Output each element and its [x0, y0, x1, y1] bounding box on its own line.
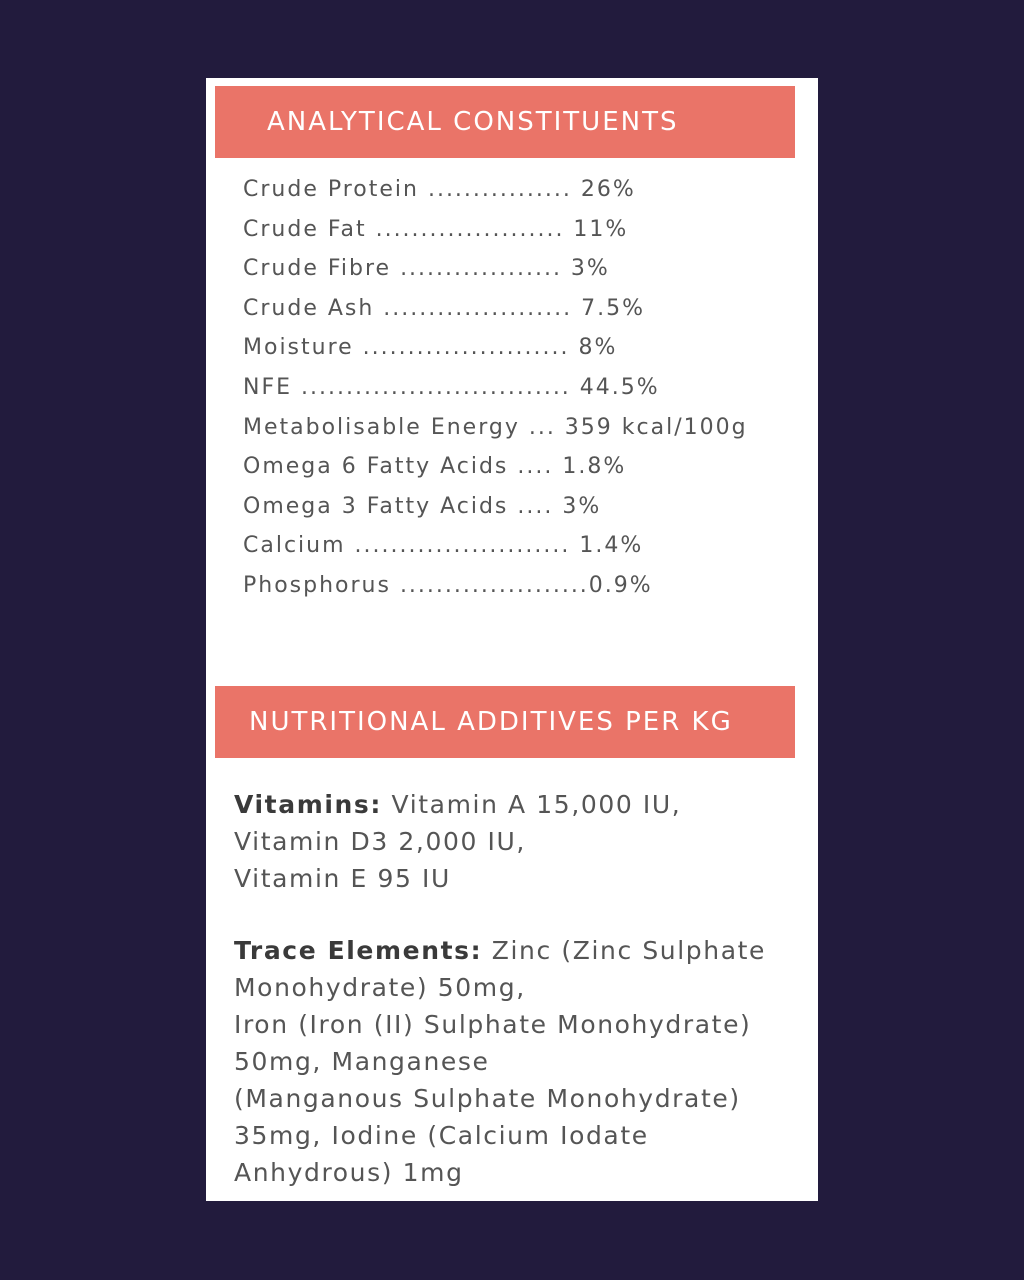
additives-body — [234, 786, 809, 1191]
vitamins-paragraph — [234, 786, 809, 897]
trace-elements-line: Anhydrous) 1mg — [234, 1158, 464, 1187]
trace-elements-first-line — [234, 932, 809, 969]
trace-elements-label: Trace Elements: — [234, 936, 483, 965]
constituent-row-omega-3: Omega 3 Fatty Acids .... 3% — [243, 493, 602, 519]
constituents-list — [243, 170, 813, 606]
constituent-row-crude-ash: Crude Ash ..................... 7.5% — [243, 295, 646, 321]
vitamins-line: Vitamin D3 2,000 IU, — [234, 827, 526, 856]
vitamins-line: Vitamin A 15,000 IU, — [382, 790, 682, 819]
vitamins-first-line — [234, 786, 809, 823]
trace-elements-line: Iron (Iron (II) Sulphate Monohydrate) — [234, 1010, 752, 1039]
trace-elements-line: 35mg, Iodine (Calcium Iodate — [234, 1121, 649, 1150]
nutrition-card — [206, 78, 818, 1201]
trace-elements-line: 50mg, Manganese — [234, 1047, 490, 1076]
constituent-row-crude-fibre: Crude Fibre .................. 3% — [243, 256, 610, 282]
constituent-row-metabolisable-energy: Metabolisable Energy ... 359 kcal/100g — [243, 414, 748, 440]
constituent-row-omega-6: Omega 6 Fatty Acids .... 1.8% — [243, 454, 627, 480]
constituent-row-crude-protein: Crude Protein ................ 26% — [243, 177, 636, 202]
vitamins-label: Vitamins: — [234, 790, 382, 819]
trace-elements-paragraph — [234, 932, 809, 1191]
nutritional-additives-header: NUTRITIONAL ADDITIVES PER KG — [215, 686, 795, 758]
constituent-row-phosphorus: Phosphorus .....................0.9% — [243, 572, 653, 598]
constituent-row-calcium: Calcium ........................ 1.4% — [243, 533, 644, 559]
constituent-row-nfe: NFE .............................. 44.5% — [243, 374, 660, 400]
constituent-row-crude-fat: Crude Fat ..................... 11% — [243, 216, 629, 242]
vitamins-line: Vitamin E 95 IU — [234, 864, 451, 893]
trace-elements-line: Monohydrate) 50mg, — [234, 973, 526, 1002]
analytical-constituents-header: ANALYTICAL CONSTITUENTS — [215, 86, 795, 158]
trace-elements-line: (Manganous Sulphate Monohydrate) — [234, 1084, 741, 1113]
trace-elements-line: Zinc (Zinc Sulphate — [482, 936, 767, 965]
constituent-row-moisture: Moisture ....................... 8% — [243, 335, 618, 361]
